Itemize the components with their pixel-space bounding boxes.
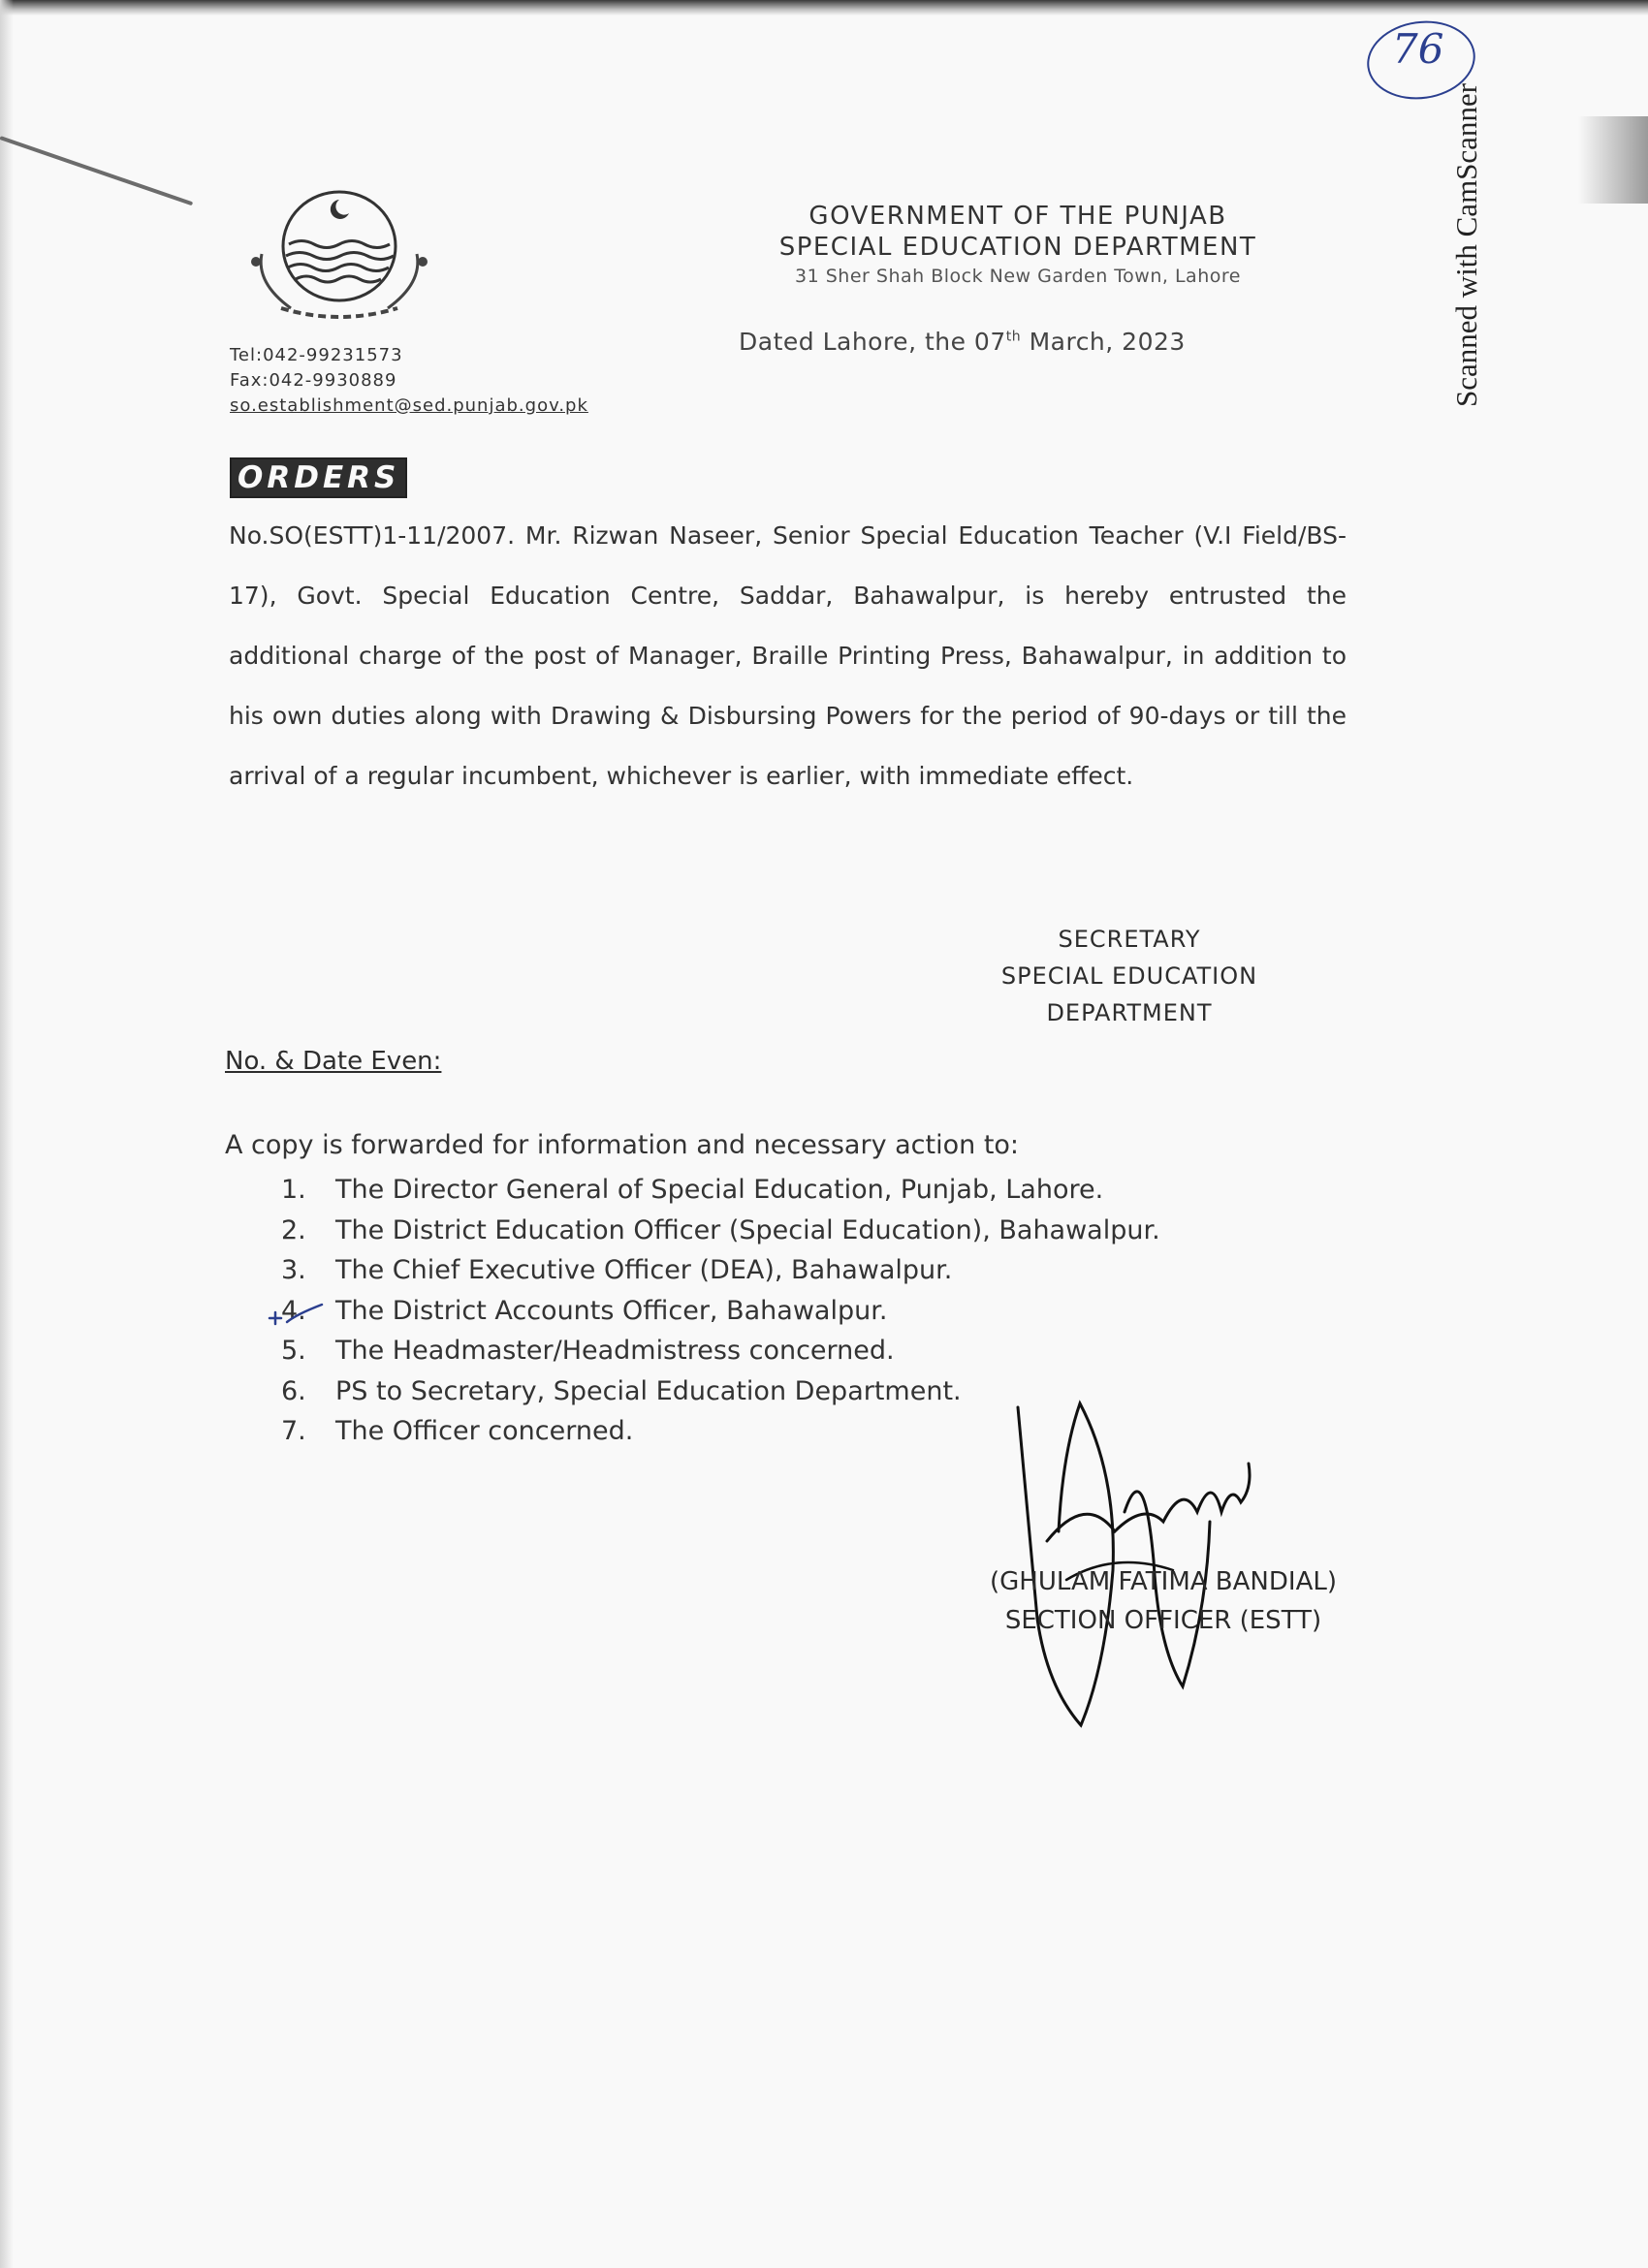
order-text: No.SO(ESTT)1-11/2007. Mr. Rizwan Naseer, Senior Special Education Teacher (V.I Field/BS-17), Govt. Special Education Centre, Saddar, Bahawalpur, is hereby entrusted the additional charge of the post of Manager, Braille Printing Press, Bahawalpur, in addition to his own duties along with Drawing & Disbursing Powers for the period of 90-days or till the arrival of a regular incumbent, whichever is earlier, with immediate effect.	[229, 521, 1347, 790]
handwritten-tick-mark	[268, 1303, 326, 1332]
officer-name: (GHULAM FATIMA BANDIAL)	[990, 1567, 1337, 1596]
list-text: The District Education Officer (Special Education), Bahawalpur.	[335, 1214, 1160, 1245]
letterhead-department: SPECIAL EDUCATION DEPARTMENT	[778, 233, 1257, 262]
list-text: The Chief Executive Officer (DEA), Bahawalpur.	[335, 1255, 953, 1285]
list-number: 6.	[281, 1375, 306, 1406]
list-number: 3.	[281, 1255, 306, 1285]
date-prefix: Dated Lahore, the 07	[739, 328, 1006, 356]
list-number: 1.	[281, 1175, 306, 1205]
list-item	[281, 1296, 1160, 1337]
list-item	[281, 1336, 1160, 1376]
list-number: 4.	[281, 1295, 306, 1326]
scan-right-edge	[1578, 116, 1648, 204]
secretary-block	[955, 921, 1304, 1031]
scan-top-edge	[0, 0, 1648, 16]
list-item	[281, 1215, 1160, 1256]
orders-heading: ORDERS	[230, 457, 407, 498]
letterhead-government: GOVERNMENT OF THE PUNJAB	[808, 202, 1227, 231]
list-text: The Officer concerned.	[335, 1416, 634, 1446]
secretary-line-1: SECRETARY	[1058, 926, 1201, 953]
copy-forward-intro: A copy is forwarded for information and necessary action to:	[225, 1130, 1020, 1160]
contact-block	[230, 343, 588, 419]
punjab-government-emblem	[242, 186, 436, 322]
list-text: PS to Secretary, Special Education Department.	[335, 1375, 962, 1406]
telephone: Tel:042-99231573	[230, 345, 403, 365]
signing-officer-block	[950, 1562, 1377, 1640]
list-text: The District Accounts Officer, Bahawalpur.	[335, 1295, 888, 1326]
list-number: 2.	[281, 1214, 306, 1245]
list-number: 7.	[281, 1416, 306, 1446]
folio-number: 76	[1392, 25, 1444, 73]
fax: Fax:042-9930889	[230, 370, 397, 391]
secretary-line-3: DEPARTMENT	[1046, 999, 1213, 1026]
scanner-watermark: Scanned with CamScanner	[1449, 82, 1483, 407]
list-text: The Director General of Special Education, Punjab, Lahore.	[335, 1175, 1104, 1205]
list-text: The Headmaster/Headmistress concerned.	[335, 1336, 895, 1366]
date-rest: March, 2023	[1021, 328, 1186, 356]
date-ordinal: th	[1005, 329, 1022, 345]
list-item	[281, 1175, 1160, 1215]
list-item	[281, 1255, 1160, 1296]
letterhead	[669, 202, 1367, 287]
scan-left-shadow	[0, 0, 14, 2268]
date-line	[739, 328, 1186, 356]
binding-string	[0, 136, 193, 205]
officer-title: SECTION OFFICER (ESTT)	[1004, 1606, 1322, 1635]
letterhead-address: 31 Sher Shah Block New Garden Town, Lahore	[795, 266, 1241, 287]
secretary-line-2: SPECIAL EDUCATION	[1000, 962, 1258, 990]
list-number: 5.	[281, 1336, 306, 1366]
email-address: so.establishment@sed.punjab.gov.pk	[230, 395, 588, 416]
no-date-even: No. & Date Even:	[225, 1047, 442, 1076]
